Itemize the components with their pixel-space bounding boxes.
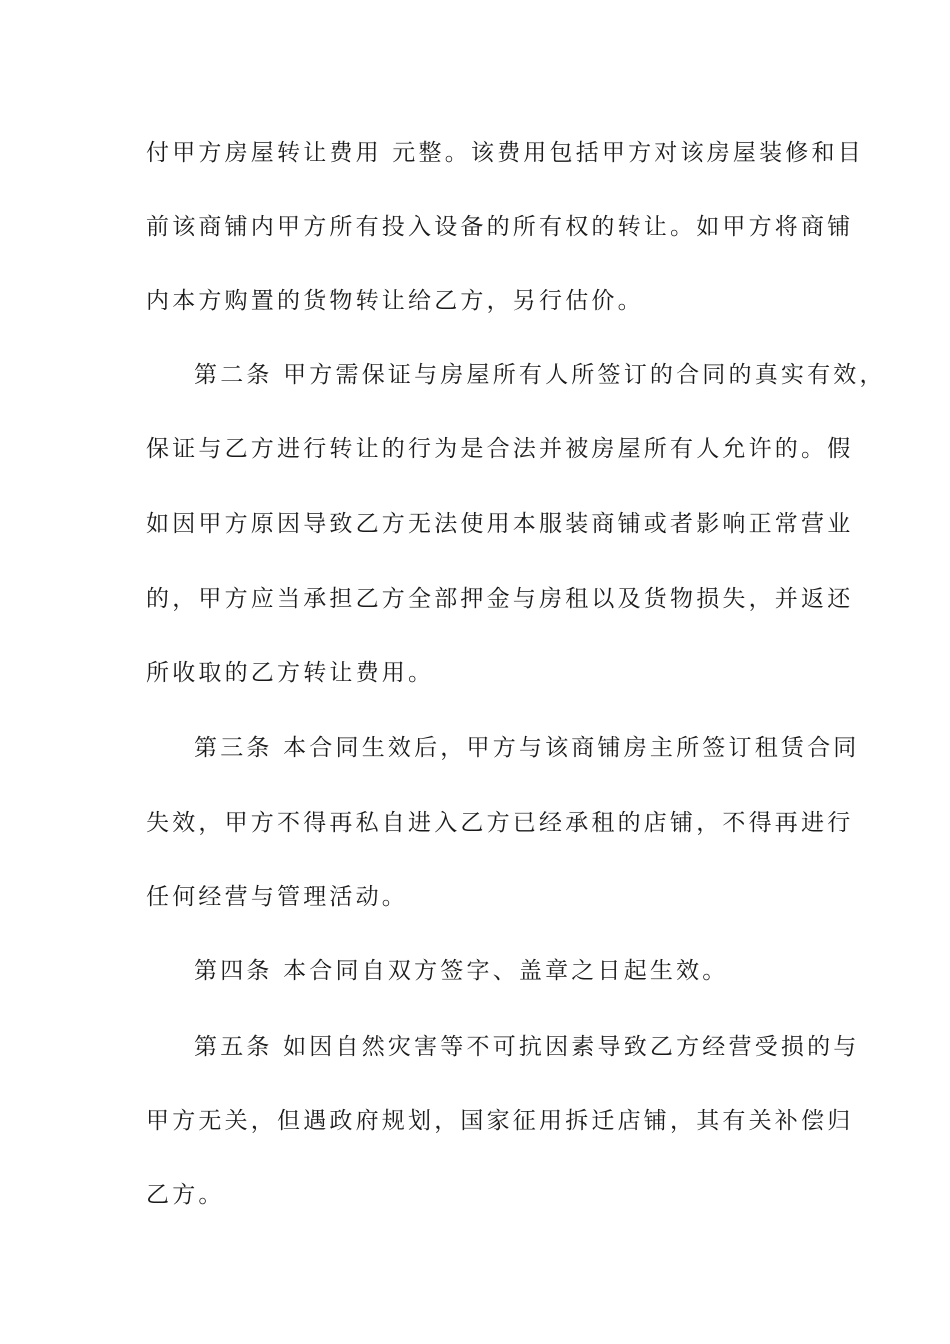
text-line: 内本方购置的货物转让给乙方，另行估价。 [146,288,644,314]
text-line: 乙方。 [146,1182,225,1208]
article-5-heading-line: 第五条 如因自然灾害等不可抗因素导致乙方经营受损的与 [194,1034,860,1060]
text-line: 失效，甲方不得再私自进入乙方已经承租的店铺，不得再进行 [146,810,854,836]
text-line: 所收取的乙方转让费用。 [146,660,435,686]
article-3-heading-line: 第三条 本合同生效后，甲方与该商铺房主所签订租赁合同 [194,735,860,761]
article-4-heading-line: 第四条 本合同自双方签字、盖章之日起生效。 [194,958,729,984]
text-line: 甲方无关，但遇政府规划，国家征用拆迁店铺，其有关补偿归 [146,1108,854,1134]
text-line: 如因甲方原因导致乙方无法使用本服装商铺或者影响正常营业 [146,511,854,537]
text-line: 前该商铺内甲方所有投入设备的所有权的转让。如甲方将商铺 [146,214,854,240]
text-line: 的，甲方应当承担乙方全部押金与房租以及货物损失，并返还 [146,586,854,612]
article-2-heading-line: 第二条 甲方需保证与房屋所有人所签订的合同的真实有效， [194,362,886,388]
text-line: 保证与乙方进行转让的行为是合法并被房屋所有人允许的。假 [146,436,854,462]
text-line: 付甲方房屋转让费用 元整。该费用包括甲方对该房屋装修和目 [146,140,864,166]
text-line: 任何经营与管理活动。 [146,884,408,910]
